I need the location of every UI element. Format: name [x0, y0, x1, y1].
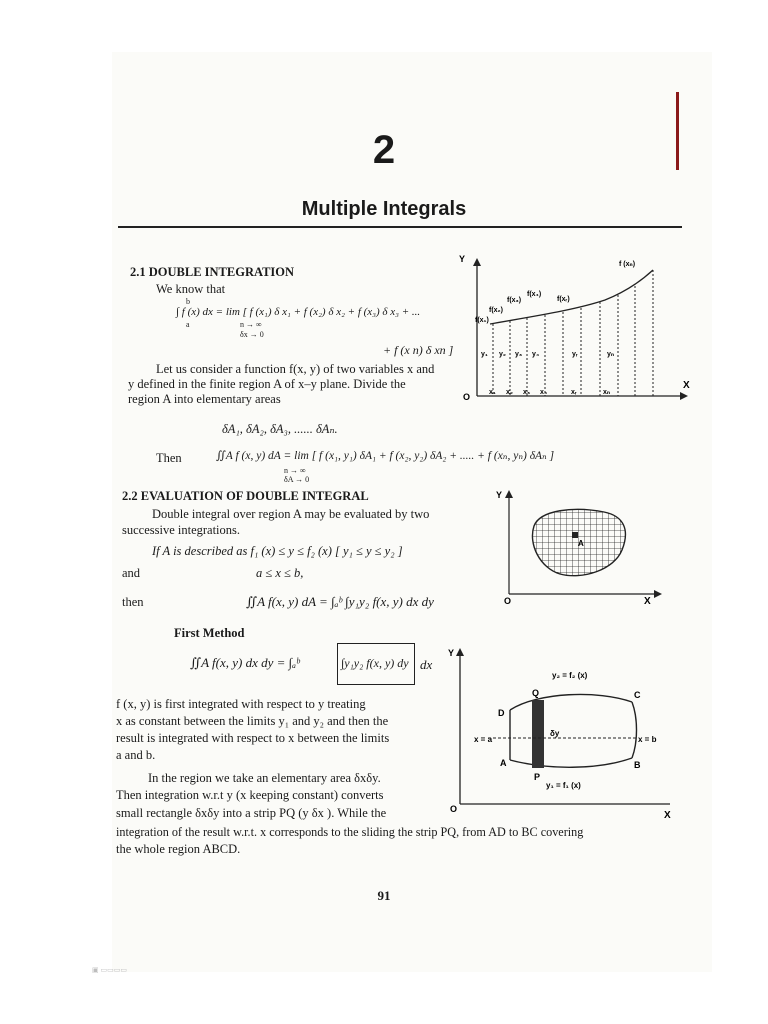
then-label-1: Then — [156, 451, 182, 465]
sum-formula-line1: ∫ f (x) dx = lim [ f (x₁) δ x₁ + f (x₂) δ x₂ + f (x₃) δ x₃ + ... — [176, 306, 421, 318]
s22-para1-line2: successive integrations. — [122, 523, 241, 537]
fig3-top-curve — [510, 694, 632, 710]
s22-region-condition: If A is described as f₁ (x) ≤ y ≤ f₂ (x) [ y₁ ≤ y ≤ y₂ ] — [152, 544, 403, 558]
fig2-x-label: X — [644, 596, 651, 607]
title-rule — [118, 226, 682, 228]
fig1-curve-label-4: f(x₄) — [527, 291, 542, 298]
fig3-y-label: Y — [448, 648, 455, 658]
first-method-heading: First Method — [174, 626, 245, 640]
fig2-y-label: Y — [496, 490, 503, 500]
scanner-watermark: ▣ ▭▭▭▭ — [92, 967, 128, 974]
fig1-x-label-n: xₙ — [603, 389, 611, 396]
first-method-formula-box: ∫y₁y₂ f(x, y) dy — [341, 656, 409, 670]
chapter-number: 2 — [372, 128, 396, 172]
first-method-formula-left: ∬A f(x, y) dx dy = ∫ₐᵇ — [190, 655, 300, 670]
fig1-y-label: Y — [459, 254, 466, 264]
fig3-strip-PQ — [532, 700, 544, 768]
s22-para4-line2: Then integration w.r.t y (x keeping constant) converts — [116, 788, 384, 802]
fig1-x-arrow — [680, 392, 688, 400]
fig3-x-label: X — [664, 810, 671, 821]
fig3-corner-D: D — [498, 708, 505, 718]
then-lim-cond-1: n → ∞ — [284, 466, 306, 475]
fig3-strip-label: δy — [550, 729, 560, 738]
then-formula-2: ∬A f(x, y) dA = ∫ₐᵇ ∫y₁y₂ f(x, y) dx dy — [246, 594, 434, 609]
first-method-formula-right: dx — [420, 657, 433, 672]
para1-line3: region A into elementary areas — [128, 392, 281, 406]
fig1-curve-label-n: f (xₙ) — [619, 261, 636, 268]
fig1-y-label-4: y₄ — [532, 351, 540, 358]
fig3-corner-P: P — [534, 772, 541, 782]
s22-para3-line3: result is integrated with respect to x between the limits — [116, 731, 390, 745]
page-number: 91 — [377, 888, 391, 903]
figure-partition-curve — [455, 252, 690, 404]
fig2-y-arrow — [505, 490, 513, 498]
then-formula-1: ∬A f (x, y) dA = lim [ f (x₁, y₁) δA₁ + f (x₂, y₂) δA₂ + ..... + f (xₙ, yₙ) δAₙ ] — [216, 450, 555, 462]
s22-para1-line1: Double integral over region A may be evaluated by two — [152, 507, 430, 521]
para1-line1: Let us consider a function f(x, y) of two variables x and — [156, 362, 435, 376]
fig3-corner-Q: Q — [532, 688, 540, 698]
section-2-1-heading: 2.1 DOUBLE INTEGRATION — [130, 265, 295, 279]
fig1-y-label-2: y₂ — [499, 351, 507, 358]
fig1-origin: O — [463, 392, 471, 402]
fig3-right-edge — [632, 702, 637, 758]
fig1-curve-label-2: f(x₂) — [489, 307, 503, 314]
integral-lower-limit: a — [186, 320, 190, 329]
fig1-x-label-3: x₃ — [523, 389, 531, 396]
lim-condition-1: n → ∞ — [240, 320, 262, 329]
then-label-2: then — [122, 595, 144, 609]
figure-region-grid — [494, 488, 664, 610]
s22-para3-line4: a and b. — [116, 748, 156, 762]
s22-para4-line4: integration of the result w.r.t. x corresponds to the sliding the strip PQ, from AD to BC covering — [116, 825, 584, 839]
section-2-2-heading: 2.2 EVALUATION OF DOUBLE INTEGRAL — [122, 489, 369, 503]
s22-para4-line3: small rectangle δxδy into a strip PQ (y δx ). While the — [116, 806, 387, 820]
fig1-ordinates — [493, 270, 653, 396]
fig3-bottom-curve — [510, 758, 632, 767]
fig3-left-line-label: x = a — [474, 735, 493, 744]
fig3-corner-C: C — [634, 690, 641, 700]
s22-para4-line1: In the region we take an elementary area δxδy. — [148, 771, 381, 785]
fig1-x-label-r: xᵣ — [571, 389, 577, 396]
lim-condition-2: δx → 0 — [240, 330, 264, 339]
fig1-y-label-n: yₙ — [607, 351, 615, 358]
fig3-right-line-label: x = b — [638, 735, 657, 744]
fig1-x-label-1: x₁ — [489, 389, 496, 396]
fig1-y-label-r: yᵣ — [572, 351, 578, 358]
elementary-areas: δA₁, δA₂, δA₃, ...... δAₙ. — [222, 422, 338, 436]
intro-text: We know that — [156, 282, 226, 296]
fig2-elementary-area — [572, 532, 578, 538]
integral-upper-limit: b — [186, 297, 190, 306]
fig3-corner-A: A — [500, 758, 507, 768]
fig1-x-label-4: x₄ — [540, 389, 548, 396]
fig3-origin: O — [450, 804, 458, 814]
s22-para3-line2: x as constant between the limits y₁ and y₂ and then the — [116, 714, 389, 728]
fig3-top-curve-label: y₂ = f₂ (x) — [552, 671, 588, 680]
fig2-x-arrow — [654, 590, 662, 598]
fig2-origin: O — [504, 596, 512, 606]
fig1-y-arrow — [473, 258, 481, 266]
and-label: and — [122, 566, 141, 580]
fig3-y-arrow — [456, 648, 464, 656]
fig1-y-label-1: y₁ — [481, 351, 488, 358]
fig2-region-label: A — [578, 539, 584, 548]
chapter-title: Multiple Integrals — [301, 198, 467, 220]
fig3-corner-B: B — [634, 760, 641, 770]
and-condition: a ≤ x ≤ b, — [256, 566, 304, 580]
fig1-x-label: X — [683, 380, 690, 391]
para1-line2: y defined in the finite region A of x–y plane. Divide the — [128, 377, 406, 391]
fig1-curve-label-3: f(x₃) — [507, 297, 522, 304]
fig1-y-label-3: y₃ — [515, 351, 523, 358]
s22-para3-line1: f (x, y) is first integrated with respect to y treating — [116, 697, 366, 711]
fig3-bottom-curve-label: y₁ = f₁ (x) — [546, 781, 581, 790]
then-lim-cond-2: δA → 0 — [284, 475, 310, 484]
fig1-curve-label-1: f(x₁) — [475, 317, 489, 324]
sum-formula-line2: + f (x n) δ xn ] — [383, 343, 454, 357]
figure-strip-region — [448, 644, 684, 824]
fig1-x-label-2: x₂ — [506, 389, 514, 396]
fig1-curve-label-r: f(xᵣ) — [557, 296, 570, 303]
s22-para4-line5: the whole region ABCD. — [116, 842, 241, 856]
